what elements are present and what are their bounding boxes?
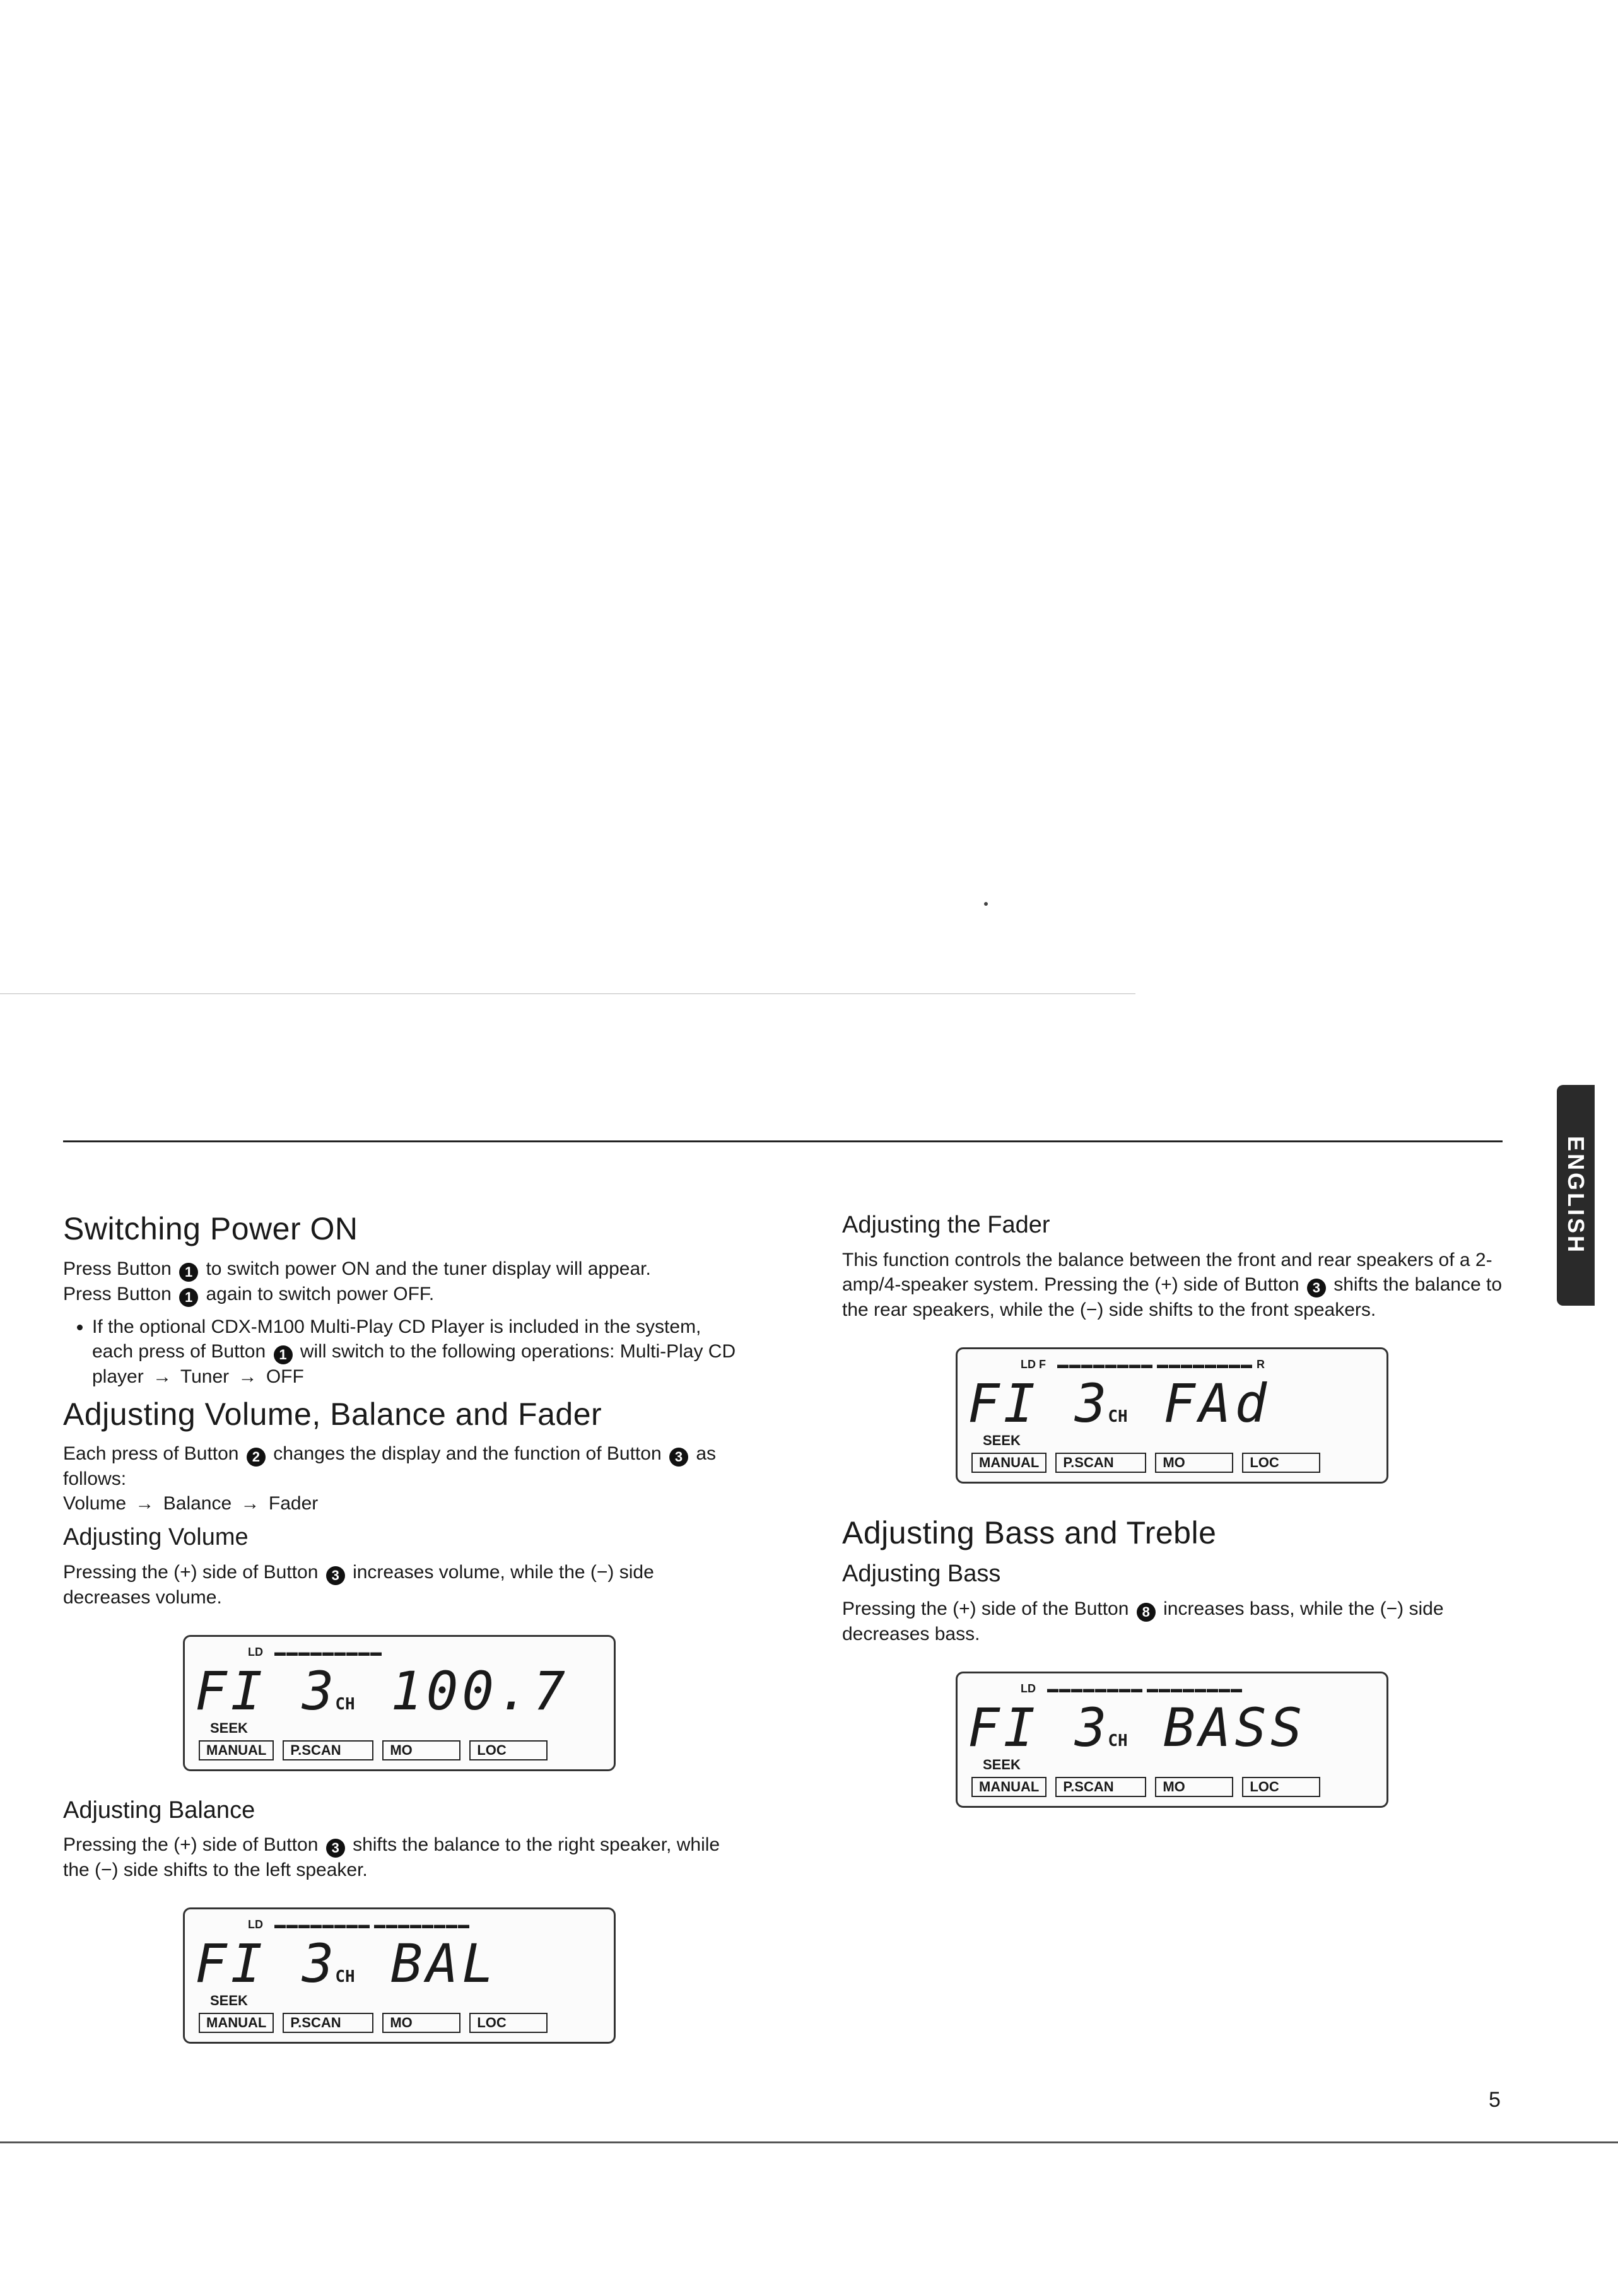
button-3-icon: 3 xyxy=(1307,1279,1326,1297)
heading-adjusting-volume: Adjusting Volume xyxy=(63,1524,249,1550)
bullet-list-cd xyxy=(63,1315,744,1389)
language-tab xyxy=(1557,1085,1595,1306)
lcd-display-volume xyxy=(183,1635,616,1771)
pscan-indicator: P.SCAN xyxy=(1055,1777,1146,1797)
button-1-icon: 1 xyxy=(179,1263,198,1282)
heading-adjusting-vbf: Adjusting Volume, Balance and Fader xyxy=(63,1396,602,1432)
mo-indicator: MO xyxy=(1155,1453,1233,1473)
paragraph-bass: Pressing the (+) side of the Button 8 increases bass, while the (−) side decreases bass. xyxy=(842,1598,1444,1644)
heading-adjusting-fader: Adjusting the Fader xyxy=(842,1212,1050,1238)
arrow-right-icon: → xyxy=(153,1366,172,1387)
lcd-level-indicator: LD ▬▬▬▬▬▬▬▬ ▬▬▬▬▬▬▬▬ xyxy=(248,1918,471,1931)
button-3-icon: 3 xyxy=(669,1448,688,1467)
lcd-indicator-row xyxy=(971,1453,1320,1473)
paragraph-balance: Pressing the (+) side of Button 3 shifts the balance to the right speaker, while the (−) side shifts to the left speaker. xyxy=(63,1834,720,1881)
button-3-icon: 3 xyxy=(326,1566,345,1585)
lcd-readout: FI 3CH 100.7 xyxy=(195,1660,570,1722)
manual-indicator: MANUAL xyxy=(971,1777,1046,1797)
lcd-seek-label: SEEK xyxy=(983,1756,1021,1772)
button-2-icon: 2 xyxy=(247,1448,266,1467)
page-number: 5 xyxy=(1489,2088,1501,2112)
lcd-readout: FI 3CH BAL xyxy=(195,1933,498,1995)
button-8-icon: 8 xyxy=(1137,1603,1156,1622)
heading-switching-power: Switching Power ON xyxy=(63,1211,358,1246)
pscan-indicator: P.SCAN xyxy=(283,2013,373,2033)
list-item: • If the optional CDX-M100 Multi-Play CD Player is included in the system, each press of Button 1 will switch to the following operations: Multi-Play CD player → Tuner → OFF xyxy=(92,1315,744,1389)
lcd-seek-label: SEEK xyxy=(210,1993,248,2009)
mo-indicator: MO xyxy=(382,1740,460,1760)
paragraph-volume: Pressing the (+) side of Button 3 increases volume, while the (−) side decreases volume. xyxy=(63,1561,654,1608)
lcd-indicator-row xyxy=(199,1740,548,1760)
lcd-seek-label: SEEK xyxy=(983,1432,1021,1448)
lcd-display-fader xyxy=(956,1347,1388,1484)
heading-adjusting-bass: Adjusting Bass xyxy=(842,1561,1001,1588)
manual-indicator: MANUAL xyxy=(971,1453,1046,1473)
faint-scan-line xyxy=(0,993,1135,994)
manual-indicator: MANUAL xyxy=(199,2013,274,2033)
lcd-indicator-row xyxy=(199,2013,548,2033)
lcd-level-indicator: LD ▬▬▬▬▬▬▬▬▬ xyxy=(248,1645,382,1658)
lcd-readout: FI 3CH FAd xyxy=(968,1372,1270,1434)
button-1-icon: 1 xyxy=(274,1345,293,1364)
mo-indicator: MO xyxy=(382,2013,460,2033)
lcd-display-balance xyxy=(183,1907,616,2044)
loc-indicator: LOC xyxy=(1242,1453,1320,1473)
lcd-display-bass xyxy=(956,1672,1388,1808)
heading-adjusting-balance: Adjusting Balance xyxy=(63,1796,255,1824)
lcd-seek-label: SEEK xyxy=(210,1719,248,1736)
pscan-indicator: P.SCAN xyxy=(283,1740,373,1760)
section-top-rule xyxy=(63,1140,1503,1142)
right-column xyxy=(842,1211,1520,1833)
lcd-level-indicator: LD ▬▬▬▬▬▬▬▬ ▬▬▬▬▬▬▬▬ xyxy=(1021,1682,1243,1695)
paragraph-fader: This function controls the balance between the front and rear speakers of a 2-amp/4-speaker system. Pressing the (+) side of Button 3 shifts the balance to the rear speakers, while the (−) side shifts to the front speakers. xyxy=(842,1249,1503,1320)
button-1-icon: 1 xyxy=(179,1288,198,1307)
bottom-scan-line xyxy=(0,2141,1618,2143)
scan-dot xyxy=(984,902,988,906)
arrow-right-icon: → xyxy=(238,1366,257,1387)
lcd-readout: FI 3CH BASS xyxy=(968,1696,1306,1759)
paragraph-vbf: Each press of Button 2 changes the display and the function of Button 3 as follows: Volume → Balance → Fader xyxy=(63,1441,744,1516)
button-3-icon: 3 xyxy=(326,1839,345,1858)
paragraph-power-on: Press Button 1 to switch power ON and the tuner display will appear. Press Button 1 again to switch power OFF. xyxy=(63,1256,744,1307)
left-column xyxy=(63,1211,744,2069)
manual-indicator: MANUAL xyxy=(199,1740,274,1760)
loc-indicator: LOC xyxy=(469,1740,548,1760)
arrow-right-icon: → xyxy=(240,1493,260,1514)
loc-indicator: LOC xyxy=(1242,1777,1320,1797)
lcd-level-indicator: LD F ▬▬▬▬▬▬▬▬ ▬▬▬▬▬▬▬▬ R xyxy=(1021,1357,1266,1371)
mo-indicator: MO xyxy=(1155,1777,1233,1797)
arrow-right-icon: → xyxy=(135,1493,155,1514)
language-tab-label: ENGLISH xyxy=(1563,1135,1589,1255)
lcd-indicator-row xyxy=(971,1777,1320,1797)
loc-indicator: LOC xyxy=(469,2013,548,2033)
pscan-indicator: P.SCAN xyxy=(1055,1453,1146,1473)
heading-adjusting-bass-treble: Adjusting Bass and Treble xyxy=(842,1514,1217,1550)
